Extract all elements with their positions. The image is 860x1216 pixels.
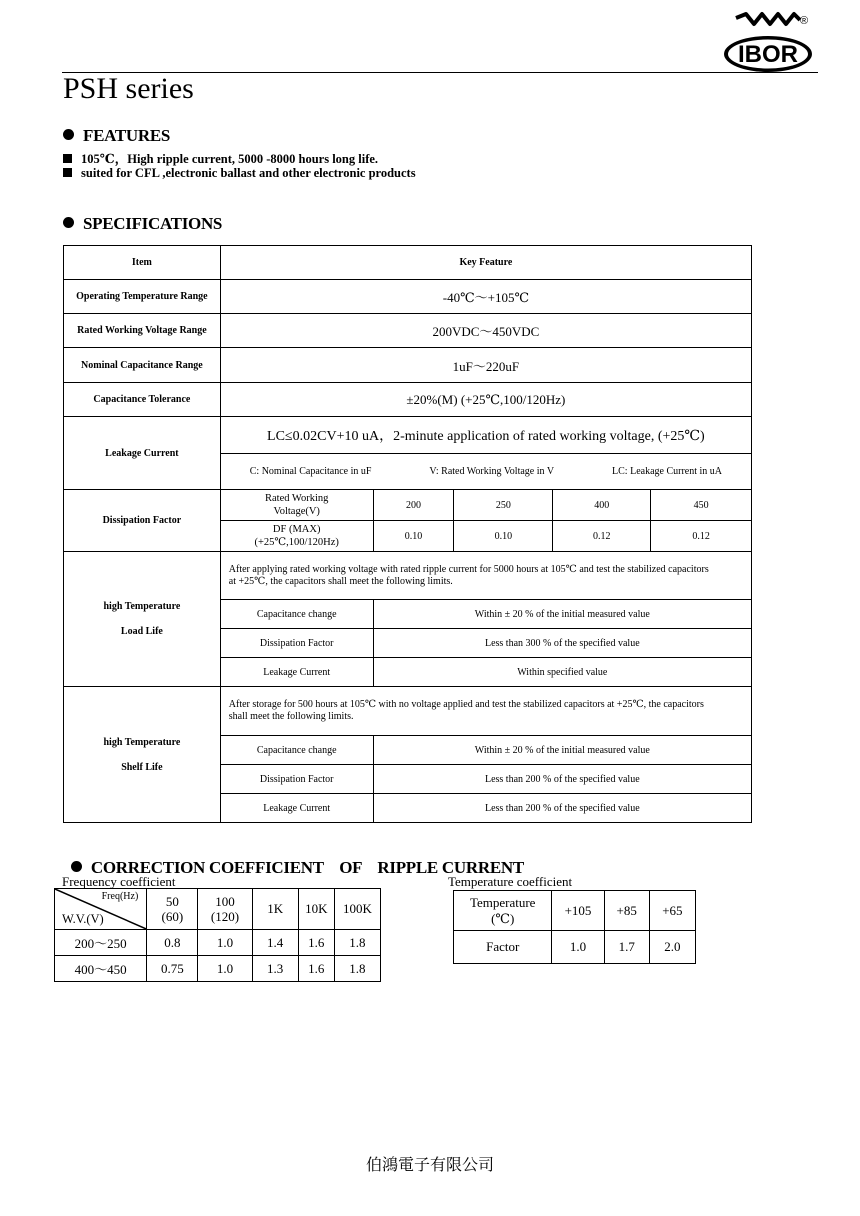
freq-value: 1.8 bbox=[334, 956, 380, 982]
features-heading: FEATURES bbox=[63, 126, 170, 146]
shelf-life-param: Capacitance change bbox=[220, 736, 373, 765]
square-bullet-icon bbox=[63, 154, 72, 163]
header-key-feature: Key Feature bbox=[220, 246, 751, 280]
cap-range-value: 1uF～220uF bbox=[220, 348, 751, 383]
registered-mark: ® bbox=[799, 15, 809, 27]
df-voltage: 200 bbox=[373, 490, 454, 521]
load-life-label: high Temperature Load Life bbox=[64, 552, 221, 687]
freq-value: 1.0 bbox=[198, 930, 252, 956]
factor-label: Factor bbox=[454, 931, 552, 964]
freq-value: 1.4 bbox=[252, 930, 298, 956]
company-name: 伯鴻電子有限公司 bbox=[365, 1155, 494, 1174]
frequency-coefficient-table bbox=[54, 888, 381, 982]
freq-value: 0.75 bbox=[147, 956, 198, 982]
temp-header: +105 bbox=[552, 891, 604, 931]
df-voltage: 400 bbox=[553, 490, 651, 521]
freq-value: 0.8 bbox=[147, 930, 198, 956]
freq-header: 50 (60) bbox=[147, 889, 198, 930]
ibor-logo bbox=[722, 10, 814, 74]
load-life-param: Leakage Current bbox=[220, 658, 373, 687]
df-value: 0.10 bbox=[373, 521, 454, 552]
load-life-limit: Less than 300 % of the specified value bbox=[373, 629, 751, 658]
temperature-coefficient-table bbox=[453, 890, 696, 964]
shelf-life-limit: Within ± 20 % of the initial measured value bbox=[373, 736, 751, 765]
wv-label: 200～250 bbox=[55, 930, 147, 956]
bullet-icon bbox=[71, 861, 82, 872]
temp-header: +65 bbox=[649, 891, 695, 931]
leakage-note: LC: Leakage Current in uA bbox=[612, 466, 722, 477]
op-temp-value: -40℃～+105℃ bbox=[220, 280, 751, 314]
df-label: Dissipation Factor bbox=[64, 490, 221, 552]
corner-bottom-label: W.V.(V) bbox=[62, 912, 104, 926]
correction-heading: CORRECTION COEFFICIENT OF RIPPLE CURRENT bbox=[63, 838, 524, 878]
df-voltage: 450 bbox=[651, 490, 752, 521]
feature-item: 105℃，High ripple current, 5000 -8000 hours long life. bbox=[63, 149, 378, 167]
load-life-param: Dissipation Factor bbox=[220, 629, 373, 658]
shelf-life-param: Leakage Current bbox=[220, 794, 373, 823]
op-temp-label: Operating Temperature Range bbox=[64, 280, 221, 314]
corner-top-label: Freq(Hz) bbox=[101, 891, 139, 902]
wv-label: 400～450 bbox=[55, 956, 147, 982]
leakage-note: C: Nominal Capacitance in uF bbox=[249, 466, 372, 477]
freq-header: 10K bbox=[298, 889, 334, 930]
frequency-caption: Frequency coefficient bbox=[62, 874, 176, 889]
freq-value: 1.3 bbox=[252, 956, 298, 982]
shelf-life-param: Dissipation Factor bbox=[220, 765, 373, 794]
feature-item: suited for CFL ,electronic ballast and other electronic products bbox=[63, 166, 416, 181]
df-value: 0.12 bbox=[553, 521, 651, 552]
df-max-label: DF (MAX) (+25℃,100/120Hz) bbox=[220, 521, 373, 552]
leakage-notes bbox=[220, 454, 751, 490]
temperature-header: Temperature (℃) bbox=[454, 891, 552, 931]
leakage-label: Leakage Current bbox=[64, 417, 221, 490]
rated-voltage-label: Rated Working Voltage Range bbox=[64, 314, 221, 348]
shelf-life-limit: Less than 200 % of the specified value bbox=[373, 765, 751, 794]
specifications-heading: SPECIFICATIONS bbox=[63, 214, 222, 234]
freq-header: 100 (120) bbox=[198, 889, 252, 930]
freq-value: 1.6 bbox=[298, 956, 334, 982]
leakage-note: V: Rated Working Voltage in V bbox=[429, 466, 555, 477]
bullet-icon bbox=[63, 217, 74, 228]
freq-value: 1.6 bbox=[298, 930, 334, 956]
header-item: Item bbox=[64, 246, 221, 280]
logo-text: IBOR bbox=[738, 41, 798, 68]
specifications-table bbox=[63, 245, 752, 823]
shelf-life-limit: Less than 200 % of the specified value bbox=[373, 794, 751, 823]
bullet-icon bbox=[63, 129, 74, 140]
temp-header: +85 bbox=[604, 891, 649, 931]
df-voltage: 250 bbox=[454, 490, 553, 521]
df-value: 0.12 bbox=[651, 521, 752, 552]
temp-value: 1.7 bbox=[604, 931, 649, 964]
load-life-limit: Within specified value bbox=[373, 658, 751, 687]
freq-value: 1.8 bbox=[334, 930, 380, 956]
load-life-limit: Within ± 20 % of the initial measured value bbox=[373, 600, 751, 629]
corner-header bbox=[55, 889, 147, 930]
square-bullet-icon bbox=[63, 168, 72, 177]
rated-voltage-value: 200VDC～450VDC bbox=[220, 314, 751, 348]
freq-value: 1.0 bbox=[198, 956, 252, 982]
df-voltage-label: Rated Working Voltage(V) bbox=[220, 490, 373, 521]
df-value: 0.10 bbox=[454, 521, 553, 552]
freq-header: 100K bbox=[334, 889, 380, 930]
freq-header: 1K bbox=[252, 889, 298, 930]
load-life-desc: After applying rated working voltage with rated ripple current for 5000 hours at 105℃ and test the stabilized capacitors at +25℃, the capacitors shall meet the following limits. bbox=[220, 552, 751, 600]
page-title: PSH series bbox=[63, 72, 194, 105]
shelf-life-label: high Temperature Shelf Life bbox=[64, 687, 221, 823]
temperature-caption: Temperature coefficient bbox=[448, 874, 573, 889]
temp-value: 2.0 bbox=[649, 931, 695, 964]
temp-value: 1.0 bbox=[552, 931, 604, 964]
shelf-life-desc: After storage for 500 hours at 105℃ with no voltage applied and test the stabilized capacitors at +25℃, the capacitors shall meet the following limits. bbox=[220, 687, 751, 736]
cap-range-label: Nominal Capacitance Range bbox=[64, 348, 221, 383]
load-life-param: Capacitance change bbox=[220, 600, 373, 629]
leakage-formula: LC≤0.02CV+10 uA，2-minute application of rated working voltage, (+25℃) bbox=[220, 417, 751, 454]
tolerance-value: ±20%(M) (+25℃,100/120Hz) bbox=[220, 383, 751, 417]
tolerance-label: Capacitance Tolerance bbox=[64, 383, 221, 417]
